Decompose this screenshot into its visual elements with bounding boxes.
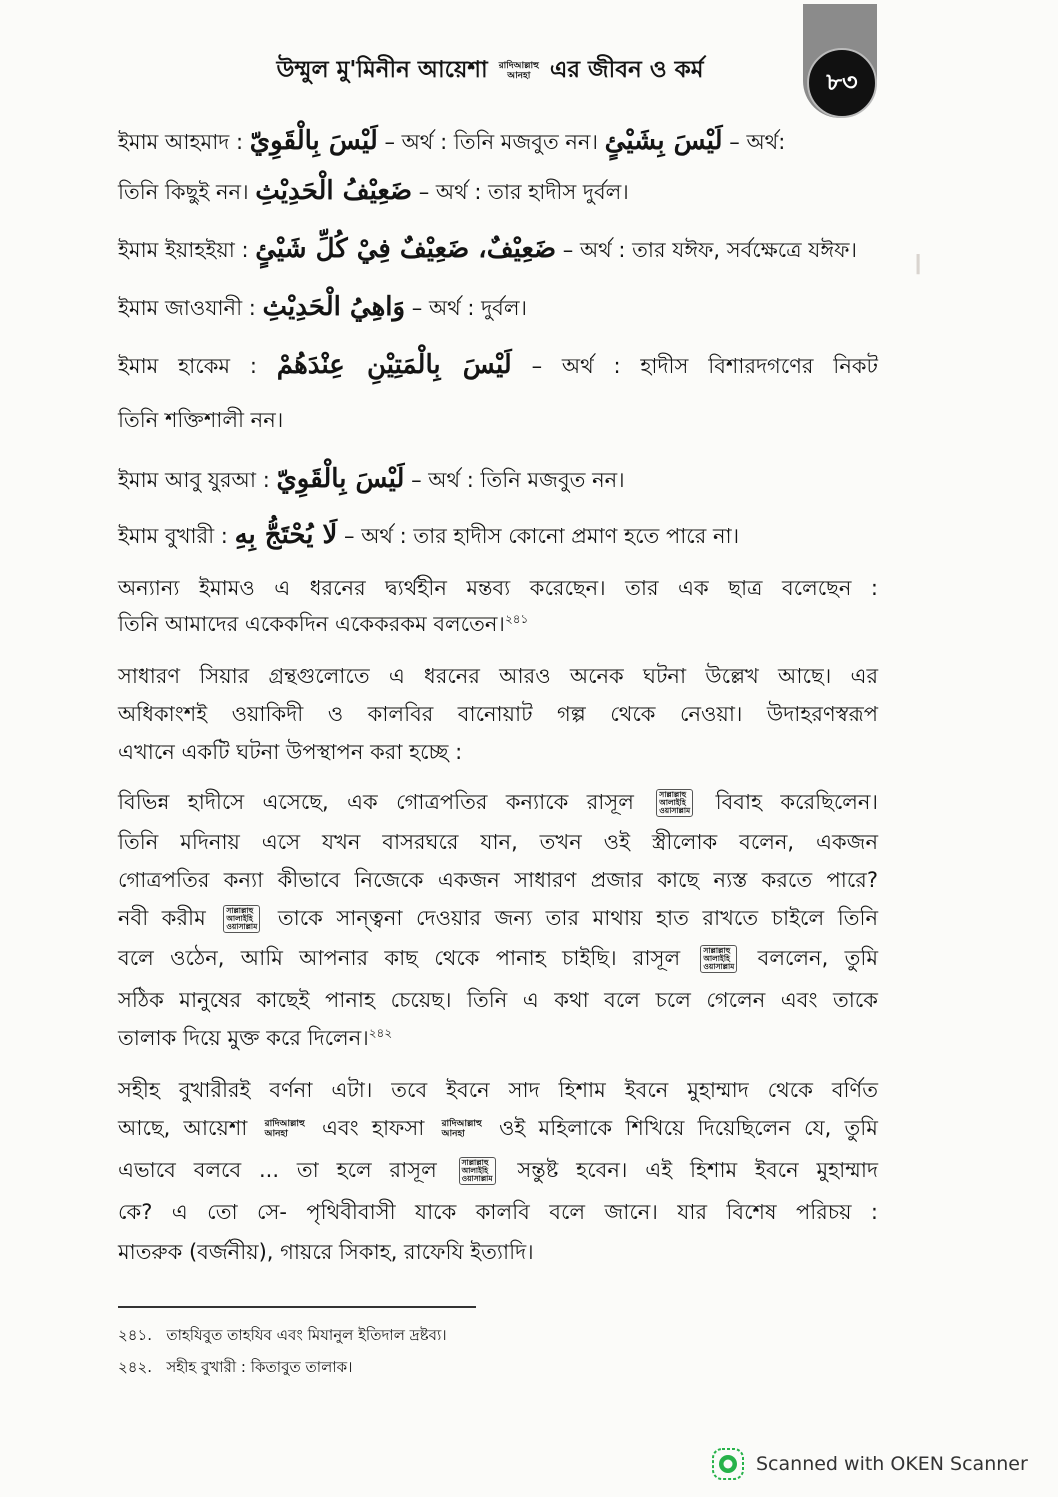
paragraph-4-line: এভাবে বলবে ... তা হলে রাসূল সাল্লাল্লাহু আলাইহি ওয়াসাল্লাম সন্তুষ্ট হবেন। এই হিশাম ইবনে মুহাম্মাদ [118, 1158, 878, 1183]
footnote-242: ২৪২. সহীহ বুখারী : কিতাবুত তালাক। [118, 1358, 353, 1376]
quote-line-8: ইমাম বুখারী : لَا يُحْتَجُّ بِهِ – অর্থ : তার হাদীস কোনো প্রমাণ হতে পারে না। [118, 520, 740, 550]
paragraph-3-line: গোত্রপতির কন্যা কীভাবে নিজেকে একজন সাধারণ প্রজার কাছে ন্যস্ত করতে পারে? [118, 868, 878, 892]
paragraph-4-line: মাতরুক (বর্জনীয়), গায়রে সিকাহ, রাফেযি ইত্যাদি। [118, 1240, 534, 1264]
arabic-phrase: لَيْسَ بِشَيْئٍ [604, 126, 723, 156]
scanner-label: Scanned with OKEN Scanner [756, 1453, 1028, 1475]
paragraph-2-line: অধিকাংশই ওয়াকিদী ও কালবির বানোয়াট গল্প থেকে নেওয়া। উদাহরণস্বরূপ [118, 702, 878, 726]
arabic-phrase: لَا يُحْتَجُّ بِهِ [234, 520, 338, 550]
running-header [180, 42, 800, 98]
page-number: ৮৩ [807, 48, 877, 118]
footnote-241: ২৪১. তাহযিবুত তাহযিব এবং মিযানুল ইতিদাল দ্রষ্টব্য। [118, 1326, 447, 1344]
arabic-phrase: وَاهِيُ الْحَدِيْثِ [262, 292, 406, 322]
paragraph-1-line: তিনি আমাদের একেকদিন একেকরকম বলতেন।$^{২৪১}$ [118, 612, 529, 636]
paragraph-1-line: অন্যান্য ইমামও এ ধরনের দ্ব্যর্থহীন মন্তব্য করেছেন। তার এক ছাত্র বলেছেন : [118, 576, 878, 600]
paragraph-2-line: এখানে একটি ঘটনা উপস্থাপন করা হচ্ছে : [118, 740, 463, 764]
honorific-hafsa: রাদিআল্লাহু আনহা [441, 1119, 482, 1139]
arabic-phrase: لَيْسَ بِالْمَتِيْنِ عِنْدَهُمْ [276, 350, 512, 380]
paragraph-2-line: সাধারণ সিয়ার গ্রন্থগুলোতে এ ধরনের আরও অনেক ঘটনা উল্লেখ আছে। এর [118, 664, 878, 688]
header-title-pre: উম্মুল মু'মিনীন আয়েশা [276, 57, 488, 83]
quote-line-1: ইমাম আহমাদ : لَيْسَ بِالْقَوِيّ – অর্থ : তিনি মজবুত নন। لَيْسَ بِشَيْئٍ – অর্থ: [118, 126, 786, 156]
oken-scanner-icon [712, 1448, 744, 1480]
header-title-post: এর জীবন ও কর্ম [549, 57, 704, 83]
paragraph-3-line: বিভিন্ন হাদীসে এসেছে, এক গোত্রপতির কন্যাকে রাসূল সাল্লাল্লাহু আলাইহি ওয়াসাল্লাম বিবাহ করেছিলেন। [118, 790, 878, 815]
arabic-phrase: ضَعِيْفٌ، ضَعِيْفٌ فِيْ كُلِّ شَيْئٍ [255, 234, 557, 264]
footnote-ref: ২৪২ [368, 1026, 393, 1040]
quote-line-5: ইমাম হাকেম : لَيْسَ بِالْمَتِيْنِ عِنْدَهُمْ – অর্থ : হাদীস বিশারদগণের নিকট [118, 350, 878, 380]
quote-line-2: তিনি কিছুই নন। ضَعِيْفُ الْحَدِيْثِ – অর্থ : তার হাদীস দুর্বল। [118, 176, 629, 206]
paragraph-4-line: সহীহ বুখারীরই বর্ণনা এটা। তবে ইবনে সাদ হিশাম ইবনে মুহাম্মাদ থেকে বর্ণিত [118, 1078, 878, 1102]
honorific-ayesha: রাদিআল্লাহু আনহা [498, 60, 539, 81]
arabic-phrase: لَيْسَ بِالْقَوِيّ [249, 126, 378, 156]
paragraph-4-line: আছে, আয়েশা রাদিআল্লাহু আনহা এবং হাফসা রাদিআল্লাহু আনহা ওই মহিলাকে শিখিয়ে দিয়েছিলেন যে, তুমি [118, 1116, 878, 1140]
honorific-prophet: সাল্লাল্লাহু আলাইহি ওয়াসাল্লাম [223, 905, 260, 933]
quote-line-4: ইমাম জাওযানী : وَاهِيُ الْحَدِيْثِ – অর্থ : দুর্বল। [118, 292, 528, 322]
honorific-prophet: সাল্লাল্লাহু আলাইহি ওয়াসাল্লাম [700, 945, 737, 973]
paragraph-3-line: বলে ওঠেন, আমি আপনার কাছ থেকে পানাহ চাইছি। রাসূল সাল্লাল্লাহু আলাইহি ওয়াসাল্লাম বললেন, তুমি [118, 946, 878, 971]
arabic-phrase: لَيْسَ بِالْقَوِيّ [276, 464, 405, 494]
paragraph-3-line: তিনি মদিনায় এসে যখন বাসরঘরে যান, তখন ওই স্ত্রীলোক বলেন, একজন [118, 830, 878, 854]
paragraph-3-line: নবী করীম সাল্লাল্লাহু আলাইহি ওয়াসাল্লাম তাকে সান্ত্বনা দেওয়ার জন্য তার মাথায় হাত রাখতে চাইলে তিনি [118, 906, 878, 931]
bleed-through-text: ▕▏ [905, 255, 932, 275]
paragraph-4-line: কে? এ তো সে- পৃথিবীবাসী যাকে কালবি বলে জানে। যার বিশেষ পরিচয় : [118, 1200, 878, 1224]
arabic-phrase: ضَعِيْفُ الْحَدِيْثِ [255, 176, 413, 206]
footnote-ref: ২৪১ [504, 612, 529, 626]
honorific-prophet: সাল্লাল্লাহু আলাইহি ওয়াসাল্লাম [459, 1157, 496, 1185]
quote-line-6: তিনি শক্তিশালী নন। [118, 408, 284, 432]
footnote-divider [118, 1306, 476, 1308]
paragraph-3-line: সঠিক মানুষের কাছেই পানাহ চেয়েছ। তিনি এ কথা বলে চলে গেলেন এবং তাকে [118, 988, 878, 1012]
honorific-prophet: সাল্লাল্লাহু আলাইহি ওয়াসাল্লাম [656, 789, 693, 817]
scanner-watermark [712, 1446, 1028, 1482]
quote-line-7: ইমাম আবু যুরআ : لَيْسَ بِالْقَوِيّ – অর্থ : তিনি মজবুত নন। [118, 464, 625, 494]
quote-line-3: ইমাম ইয়াহইয়া : ضَعِيْفٌ، ضَعِيْفٌ فِيْ كُلِّ شَيْئٍ – অর্থ : তার যঈফ, সর্বক্ষেত্রে যঈফ। [118, 234, 857, 264]
paragraph-3-line: তালাক দিয়ে মুক্ত করে দিলেন।$^{২৪২}$ [118, 1026, 393, 1050]
honorific-ayesha: রাদিআল্লাহু আনহা [264, 1119, 305, 1139]
